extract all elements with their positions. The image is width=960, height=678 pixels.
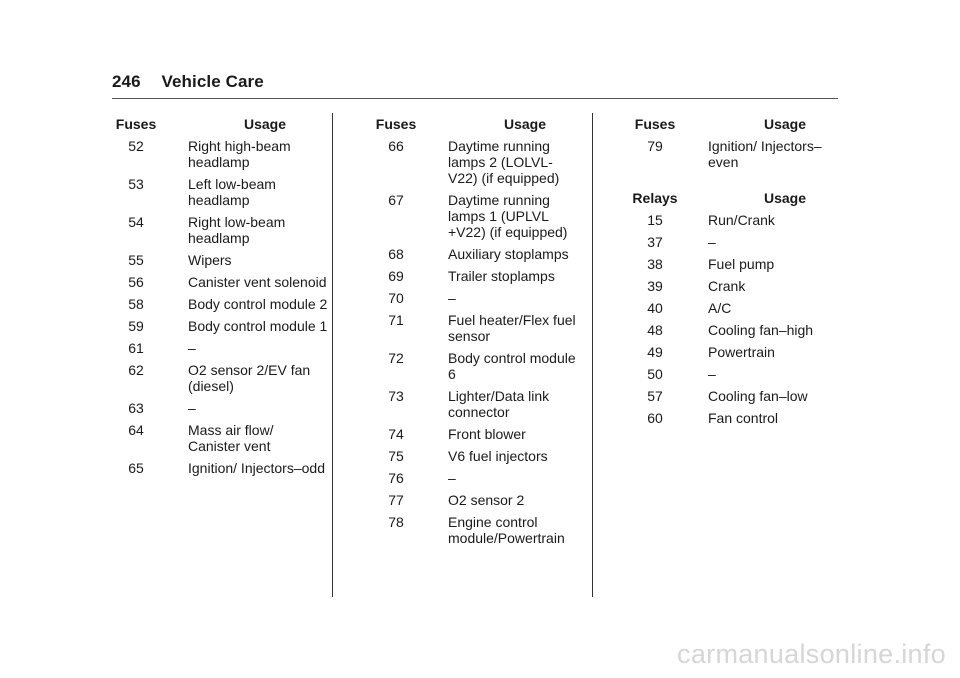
table-row [112,362,342,394]
row-number: 77 [388,492,404,508]
row-usage: Auxiliary stoplamps [448,246,569,262]
table-row [112,138,342,170]
row-number: 74 [388,426,404,442]
table-row [630,410,862,426]
section-gap [630,176,862,190]
header-number: Fuses [115,116,157,132]
row-usage: – [708,234,716,250]
row-number: 73 [388,388,404,404]
row-usage: – [188,340,196,356]
row-usage: Wipers [188,252,232,268]
table-header [630,190,862,206]
row-number: 59 [128,318,144,334]
row-usage: Fan control [708,410,779,426]
row-usage: Cooling fan–low [708,388,808,404]
row-number: 61 [128,340,144,356]
table-header [372,116,602,132]
row-number: 76 [388,470,404,486]
row-usage: Crank [708,278,746,294]
row-number: 52 [128,138,144,154]
row-number: 65 [128,460,144,476]
header-number: Fuses [375,116,417,132]
header-usage: Usage [503,116,547,132]
row-number: 70 [388,290,404,306]
table-header [112,116,342,132]
table-row [372,350,602,382]
row-usage: Body control module 2 [188,296,328,312]
row-usage: – [188,400,196,416]
row-number: 40 [647,300,663,316]
row-number: 49 [647,344,663,360]
row-usage: Canister vent solenoid [188,274,327,290]
row-usage: Daytime running lamps 2 (LOLVL-V22) (if equipped) [448,138,560,186]
row-usage: Mass air flow/ Canister vent [188,422,274,454]
table-row [630,234,862,250]
row-number: 63 [128,400,144,416]
table-row [372,290,602,306]
fuse-column-2 [372,116,602,552]
table-row [630,212,862,228]
row-number: 66 [388,138,404,154]
header-usage: Usage [763,190,807,206]
row-number: 75 [388,448,404,464]
table-row [372,268,602,284]
section-title: Vehicle Care [161,72,264,91]
row-usage: Right low-beam headlamp [188,214,286,246]
row-number: 69 [388,268,404,284]
row-number: 79 [647,138,663,154]
row-usage: Body control module 6 [448,350,576,382]
table-row [112,296,342,312]
row-usage: Trailer stoplamps [448,268,555,284]
table-row [112,252,342,268]
table-header [630,116,862,132]
table-row [372,138,602,186]
table-row [630,278,862,294]
header-number: Relays [632,190,678,206]
row-number: 15 [647,212,663,228]
row-usage: – [448,290,456,306]
row-number: 55 [128,252,144,268]
row-number: 50 [647,366,663,382]
watermark: carmanualsonline.info [677,639,946,669]
row-number: 60 [647,410,663,426]
table-row [112,400,342,416]
table-row [372,492,602,508]
row-number: 68 [388,246,404,262]
row-number: 62 [128,362,144,378]
row-number: 56 [128,274,144,290]
row-number: 78 [388,514,404,530]
table-row [112,340,342,356]
row-usage: Ignition/ Injectors–odd [188,460,325,476]
row-usage: Fuel heater/Flex fuel sensor [448,312,576,344]
row-usage: Right high-beam headlamp [188,138,291,170]
header-number: Fuses [634,116,676,132]
row-usage: Body control module 1 [188,318,328,334]
fuse-column-1 [112,116,342,482]
row-usage: Lighter/Data link connector [448,388,550,420]
table-row [112,318,342,334]
table-row [630,322,862,338]
header-usage: Usage [243,116,287,132]
table-row [372,312,602,344]
row-number: 37 [647,234,663,250]
header-usage: Usage [763,116,807,132]
row-number: 58 [128,296,144,312]
table-row [112,422,342,454]
row-usage: Left low-beam headlamp [188,176,276,208]
table-row [372,246,602,262]
table-row [112,460,342,476]
header-rule [112,98,838,99]
row-number: 57 [647,388,663,404]
row-usage: Powertrain [708,344,775,360]
row-usage: Ignition/ Injectors–even [708,138,822,170]
row-number: 71 [388,312,404,328]
page-number: 246 [112,72,141,91]
row-number: 39 [647,278,663,294]
table-row [112,214,342,246]
table-row [630,138,862,170]
row-number: 38 [647,256,663,272]
row-usage: Engine control module/Powertrain [448,514,565,546]
row-number: 48 [647,322,663,338]
row-usage: O2 sensor 2/EV fan (diesel) [188,362,311,394]
table-row [630,256,862,272]
row-usage: O2 sensor 2 [448,492,525,508]
table-row [372,514,602,546]
row-usage: Fuel pump [708,256,775,272]
table-row [630,388,862,404]
table-row [112,274,342,290]
table-row [630,300,862,316]
table-row [630,344,862,360]
table-row [372,426,602,442]
table-row [372,448,602,464]
row-usage: Daytime running lamps 1 (UPLVL +V22) (if equipped) [448,192,568,240]
row-usage: Run/Crank [708,212,775,228]
page-header [112,72,264,92]
table-row [630,366,862,382]
row-usage: Front blower [448,426,526,442]
row-usage: V6 fuel injectors [448,448,548,464]
row-number: 53 [128,176,144,192]
table-row [372,388,602,420]
row-usage: – [708,366,716,382]
row-usage: – [448,470,456,486]
row-usage: A/C [708,300,732,316]
fuse-column-3 [630,116,862,432]
table-row [372,470,602,486]
table-row [372,192,602,240]
row-number: 67 [388,192,404,208]
row-usage: Cooling fan–high [708,322,814,338]
row-number: 72 [388,350,404,366]
row-number: 64 [128,422,144,438]
table-row [112,176,342,208]
row-number: 54 [128,214,144,230]
